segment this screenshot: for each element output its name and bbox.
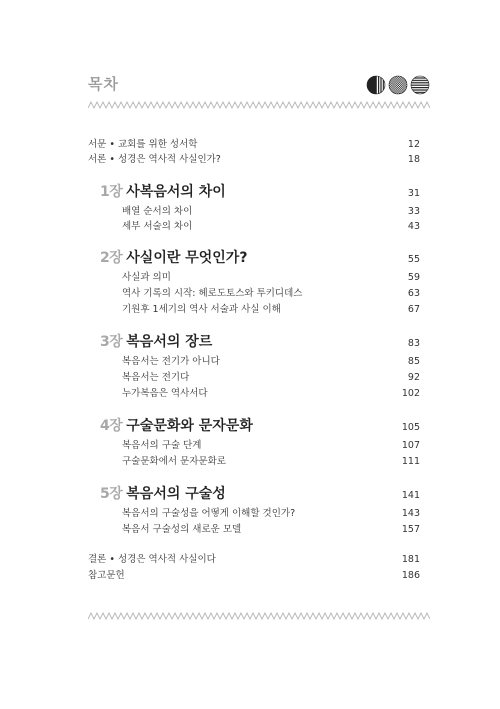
entry-page: 67 <box>407 304 420 315</box>
chapter-number: 2장 <box>100 250 123 266</box>
chapter-title: 복음서의 장르 <box>126 334 213 350</box>
entry-title: 세부 서술의 차이 <box>122 221 193 232</box>
entry-title: 구술문화에서 문자문화로 <box>122 456 226 467</box>
entry-title: 복음서는 전기가 아니다 <box>122 356 220 367</box>
section-row[interactable] <box>122 285 420 299</box>
entry-title: 복음서의 구술성을 어떻게 이해할 것인가? <box>122 508 296 519</box>
entry-title: 배열 순서의 차이 <box>122 206 193 217</box>
entry-title: 기원후 1세기의 역사 서술과 사실 이해 <box>122 304 281 315</box>
chapter-number: 3장 <box>100 334 123 350</box>
chapter-page: 83 <box>407 338 420 349</box>
entry-page: 157 <box>401 524 420 535</box>
chapter-heading[interactable] <box>100 181 420 201</box>
chapter-page: 31 <box>407 188 420 199</box>
entry-page: 33 <box>407 206 420 217</box>
grid-circle-icon <box>389 76 407 94</box>
toc-header-title: 목차 <box>88 75 119 93</box>
entry-page: 18 <box>407 154 420 165</box>
entry-page: 102 <box>401 388 420 399</box>
chapter-title: 사복음서의 차이 <box>126 184 226 200</box>
section-row[interactable] <box>122 218 420 232</box>
intro-row[interactable] <box>88 151 420 165</box>
entry-title: 사실과 의미 <box>122 272 171 283</box>
chapter-number: 1장 <box>100 184 123 200</box>
closing-row[interactable] <box>88 551 420 565</box>
entry-title: 역사 기록의 시작: 헤로도토스와 투키디데스 <box>122 288 303 299</box>
entry-title: 결론 • 성경은 역사적 사실이다 <box>88 554 216 565</box>
chapter-heading[interactable] <box>100 483 420 503</box>
entry-title: 서문 • 교회를 위한 성서학 <box>88 139 198 150</box>
entry-title: 복음서 구술성의 새로운 모델 <box>122 524 242 535</box>
entry-title: 복음서는 전기다 <box>122 372 190 383</box>
entry-title: 복음서의 구술 단계 <box>122 440 202 451</box>
entry-page: 43 <box>407 221 420 232</box>
entry-page: 107 <box>401 440 420 451</box>
entry-page: 59 <box>407 272 420 283</box>
entry-page: 143 <box>401 508 420 519</box>
half-filled-circle-icon <box>367 76 385 94</box>
section-row[interactable] <box>122 505 420 519</box>
intro-row[interactable] <box>88 136 420 150</box>
chapter-page: 141 <box>401 490 420 501</box>
entry-title: 참고문헌 <box>88 570 125 581</box>
entry-page: 63 <box>407 288 420 299</box>
entry-page: 111 <box>401 456 420 467</box>
section-row[interactable] <box>122 353 420 367</box>
closing-row[interactable] <box>88 567 420 581</box>
chapter-number: 4장 <box>100 418 123 434</box>
chapter-title: 복음서의 구술성 <box>126 486 226 502</box>
chapter-heading[interactable] <box>100 247 420 267</box>
chapter-heading[interactable] <box>100 331 420 351</box>
entry-title: 서론 • 성경은 역사적 사실인가? <box>88 154 221 165</box>
section-row[interactable] <box>122 521 420 535</box>
section-row[interactable] <box>122 453 420 467</box>
chapter-page: 55 <box>407 254 420 265</box>
section-row[interactable] <box>122 437 420 451</box>
zigzag-divider-bottom <box>88 612 430 620</box>
entry-page: 186 <box>401 570 420 581</box>
chapter-title: 사실이란 무엇인가? <box>126 250 248 266</box>
zigzag-divider-top <box>88 101 430 109</box>
chapter-number: 5장 <box>100 486 123 502</box>
section-row[interactable] <box>122 269 420 283</box>
chapter-heading[interactable] <box>100 415 420 435</box>
striped-circle-icon <box>411 76 429 94</box>
entry-page: 12 <box>407 139 420 150</box>
entry-title: 누가복음은 역사서다 <box>122 388 208 399</box>
chapter-page: 105 <box>401 422 420 433</box>
entry-page: 85 <box>407 356 420 367</box>
section-row[interactable] <box>122 203 420 217</box>
entry-page: 181 <box>401 554 420 565</box>
chapter-title: 구술문화와 문자문화 <box>126 418 253 434</box>
section-row[interactable] <box>122 301 420 315</box>
pattern-circles-icon <box>366 75 430 95</box>
section-row[interactable] <box>122 385 420 399</box>
section-row[interactable] <box>122 369 420 383</box>
entry-page: 92 <box>407 372 420 383</box>
